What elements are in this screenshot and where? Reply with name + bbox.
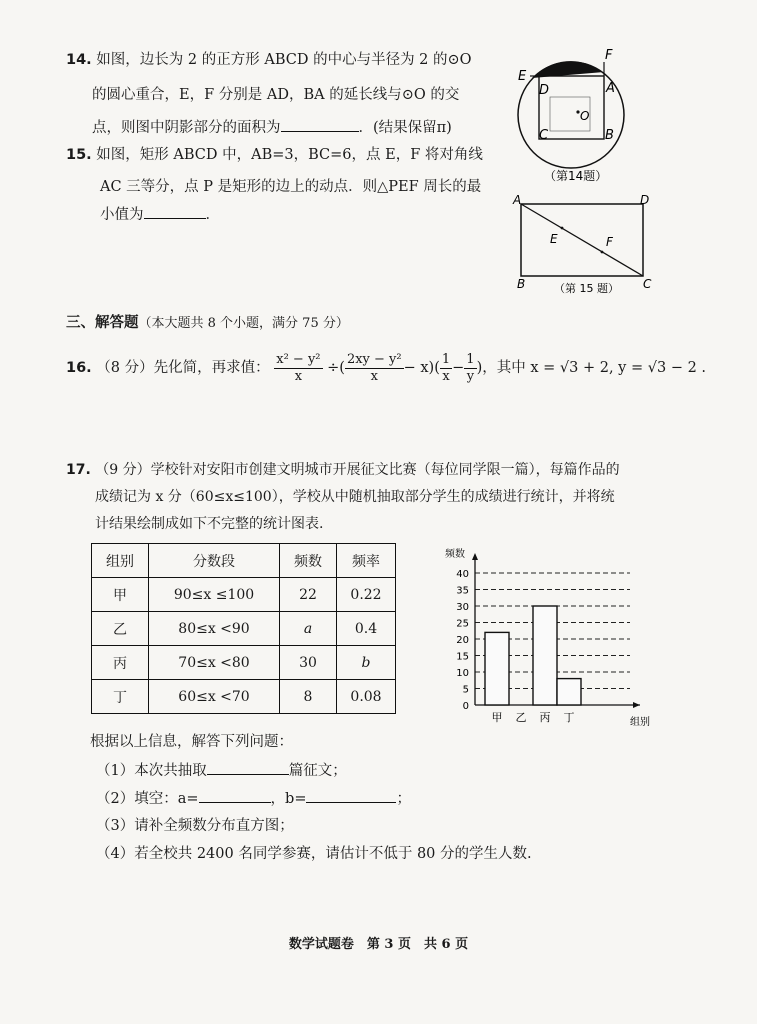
q16-f3-num: 1 xyxy=(441,351,451,367)
q16-fraction-3 xyxy=(440,352,452,385)
section3-heading xyxy=(66,313,349,334)
table-cell: 80≤x <90 xyxy=(149,612,280,646)
y-tick-label: 40 xyxy=(456,569,469,580)
q15-line-2: AC 三等分，点 P 是矩形的边上的动点．则△PEF 周长的最 xyxy=(100,179,482,195)
table-cell: 丁 xyxy=(92,680,149,714)
table-row xyxy=(92,578,396,612)
q16-minus: − xyxy=(452,360,465,376)
q17-text-1: （9 分）学校针对安阳市创建文明城市开展征文比赛（每位同学限一篇），每篇作品的 xyxy=(95,462,620,478)
table-header-cell: 频数 xyxy=(280,544,337,578)
y-tick-label: 10 xyxy=(456,668,469,679)
q16-tail: ，其中 x = √3 + 2, y = √3 − 2 . xyxy=(482,360,707,376)
table-row xyxy=(92,680,396,714)
table-cell: 22 xyxy=(280,578,337,612)
q15-label-b: B xyxy=(517,277,526,291)
q16-fraction-2 xyxy=(345,352,404,385)
bar xyxy=(533,606,557,705)
q14-label-e: E xyxy=(518,69,527,84)
table-cell: a xyxy=(280,612,337,646)
q14-tail: ．(结果保留π) xyxy=(358,120,452,136)
table-header-cell: 频率 xyxy=(337,544,396,578)
y-tick-label: 30 xyxy=(456,602,469,613)
q14-label-f: F xyxy=(605,48,613,63)
q17-line-3: 计结果绘制成如下不完整的统计图表. xyxy=(95,516,324,532)
q14-label-o: O xyxy=(580,109,590,123)
table-cell: 0.22 xyxy=(337,578,396,612)
table-cell: 0.4 xyxy=(337,612,396,646)
table-cell: 70≤x <80 xyxy=(149,646,280,680)
q15-point-f xyxy=(601,251,604,254)
q15-label-e: E xyxy=(550,232,558,246)
y-axis-label: 频数 xyxy=(445,549,465,560)
table-row xyxy=(92,612,396,646)
q14-line-3 xyxy=(92,117,452,138)
y-axis-arrow xyxy=(472,553,478,560)
q17-q2-blank-a xyxy=(199,788,271,803)
table-cell: 60≤x <70 xyxy=(149,680,280,714)
q17-q1-tail: 篇征文； xyxy=(288,763,347,779)
q15-line-1 xyxy=(66,145,483,165)
table-header-cell: 组别 xyxy=(92,544,149,578)
q14-line-2: 的圆心重合，E，F 分别是 AD，BA 的延长线与⊙O 的交 xyxy=(92,87,460,103)
q16-div: ÷( xyxy=(327,360,345,376)
bar xyxy=(557,679,581,705)
q15-text-1: 如图，矩形 ABCD 中，AB=3，BC=6，点 E，F 将对角线 xyxy=(96,147,483,163)
q16-f2-den: x xyxy=(370,368,378,384)
y-tick-label: 35 xyxy=(456,585,469,597)
q17-q2-text: （2）填空：a= xyxy=(96,791,199,807)
y-tick-label: 20 xyxy=(456,635,469,646)
q15-figure xyxy=(508,192,658,297)
section3-title: 三、解答题 xyxy=(66,314,139,331)
q17-prompt: 根据以上信息，解答下列问题： xyxy=(90,734,293,750)
q14-label-c: C xyxy=(539,128,549,143)
q14-answer-blank xyxy=(281,117,359,132)
q16-fraction-4 xyxy=(464,352,476,385)
q17-q2-blank-b xyxy=(306,788,396,803)
q17-question-3: （3）请补全频数分布直方图； xyxy=(96,818,294,834)
table-cell: 丙 xyxy=(92,646,149,680)
q14-label-a: A xyxy=(606,81,615,96)
q16-f3-den: x xyxy=(442,368,450,384)
q14-text-1: 如图，边长为 2 的正方形 ABCD 的中心与半径为 2 的⊙O xyxy=(96,52,472,68)
table-header-cell: 分数段 xyxy=(149,544,280,578)
q17-q1-text: （1）本次共抽取 xyxy=(96,763,207,779)
q15-point-e xyxy=(561,227,564,230)
q15-caption: （第 15 题） xyxy=(554,282,619,295)
bar xyxy=(485,632,509,705)
q17-q2-mid: ，b= xyxy=(270,791,307,807)
q16-fraction-1 xyxy=(274,352,322,385)
section3-note: （本大题共 8 个小题，满分 75 分） xyxy=(138,316,349,331)
q16-f1-num: x² − y² xyxy=(276,351,321,367)
q15-diagonal xyxy=(521,204,643,276)
q14-number: 14. xyxy=(66,52,92,68)
q16-f4-den: y xyxy=(466,368,475,384)
table-cell: 甲 xyxy=(92,578,149,612)
table-cell: 8 xyxy=(280,680,337,714)
q17-question-4: （4）若全校共 2400 名同学参赛，请估计不低于 80 分的学生人数. xyxy=(96,846,532,862)
q16-line xyxy=(66,350,706,386)
q15-text-3: 小值为 xyxy=(100,207,144,223)
q16-close: ) xyxy=(476,360,483,376)
q17-stats-table xyxy=(91,543,396,714)
q17-q2-tail: ； xyxy=(396,791,411,807)
q15-label-f: F xyxy=(606,235,613,249)
q16-number: 16. xyxy=(66,360,92,376)
q17-histogram xyxy=(435,545,650,730)
q15-answer-blank xyxy=(144,204,206,219)
q17-number: 17. xyxy=(66,462,91,478)
q16-intro: （8 分）先化简，再求值： xyxy=(96,360,270,376)
category-label: 甲 xyxy=(491,711,503,724)
q15-number: 15. xyxy=(66,147,92,163)
q17-q1-blank xyxy=(207,760,289,775)
q17-line-2: 成绩记为 x 分（60≤x≤100），学校从中随机抽取部分学生的成绩进行统计，并将统 xyxy=(95,489,615,505)
q14-label-d: D xyxy=(539,83,550,98)
table-header-row xyxy=(92,544,396,578)
page-footer: 数学试题卷 第 3 页 共 6 页 xyxy=(288,937,469,952)
q16-f1-den: x xyxy=(294,368,303,384)
y-tick-label: 5 xyxy=(462,684,469,696)
category-label: 丁 xyxy=(563,711,575,724)
table-cell: 30 xyxy=(280,646,337,680)
x-axis-arrow xyxy=(633,702,640,708)
table-cell: 90≤x ≤100 xyxy=(149,578,280,612)
q16-minus-x: − x)( xyxy=(403,360,440,376)
q15-line-3 xyxy=(100,204,220,225)
x-axis-label: 组别 xyxy=(630,717,650,728)
table-cell: 0.08 xyxy=(337,680,396,714)
table-row xyxy=(92,646,396,680)
q14-line-1 xyxy=(66,50,472,70)
q17-question-1 xyxy=(96,760,347,781)
category-label: 丙 xyxy=(539,711,551,724)
q17-line-1 xyxy=(66,460,620,480)
q17-question-2 xyxy=(96,788,411,809)
table-cell: b xyxy=(337,646,396,680)
table-cell: 乙 xyxy=(92,612,149,646)
q16-f4-num: 1 xyxy=(466,351,475,367)
q16-f2-num: 2xy − y² xyxy=(346,351,402,367)
y-tick-label: 15 xyxy=(456,651,469,663)
category-label: 乙 xyxy=(515,711,527,724)
q14-label-b: B xyxy=(605,128,614,143)
q14-text-3: 点，则图中阴影部分的面积为 xyxy=(92,120,281,136)
q14-circle xyxy=(518,62,624,168)
q15-label-a: A xyxy=(513,193,522,207)
q15-label-c: C xyxy=(643,277,652,291)
q14-caption: （第14题） xyxy=(544,169,608,183)
q14-figure xyxy=(508,45,638,190)
y-tick-label: 0 xyxy=(462,701,469,712)
q15-tail: ． xyxy=(205,207,220,223)
y-tick-label: 25 xyxy=(456,618,469,630)
q15-label-d: D xyxy=(640,193,650,207)
